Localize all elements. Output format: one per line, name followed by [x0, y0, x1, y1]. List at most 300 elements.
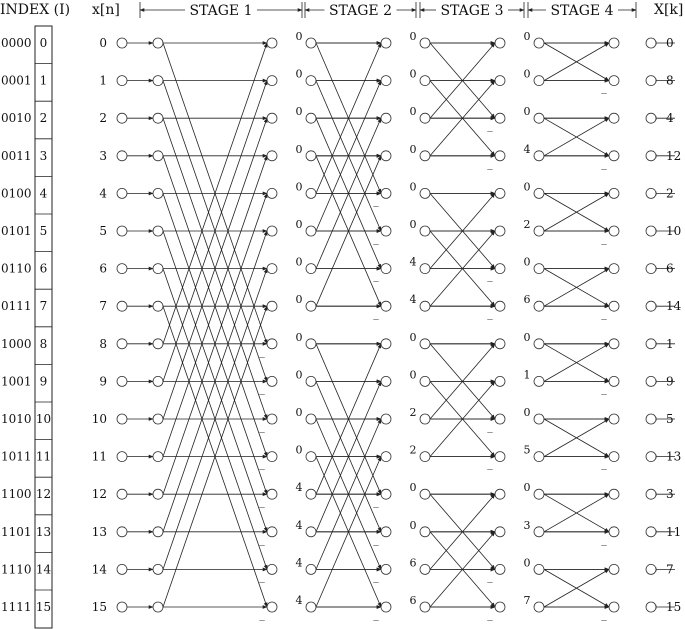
signal-node [267, 301, 277, 311]
twiddle-exponent: 0 [295, 218, 303, 231]
signal-node [153, 527, 163, 537]
signal-node [153, 226, 163, 236]
negation-mark: _ [373, 495, 379, 509]
binary-index: 1100 [1, 487, 32, 502]
signal-node [609, 188, 619, 198]
signal-node [381, 452, 391, 462]
signal-node [495, 452, 505, 462]
binary-index: 1101 [1, 524, 32, 539]
twiddle-exponent: 5 [523, 443, 531, 457]
input-sample-label: 11 [91, 449, 107, 464]
signal-node [609, 226, 619, 236]
signal-node [267, 376, 277, 386]
binary-index: 0011 [1, 148, 32, 163]
signal-node [609, 76, 619, 86]
twiddle-exponent: 7 [523, 594, 531, 607]
negation-mark: _ [487, 457, 493, 471]
signal-node [306, 76, 316, 86]
signal-node [381, 339, 391, 349]
signal-node [153, 38, 163, 48]
signal-node [267, 76, 277, 86]
negation-mark: _ [373, 232, 379, 245]
signal-node [117, 489, 127, 499]
input-sample-label: 0 [99, 36, 107, 50]
input-sample-label: 12 [91, 487, 107, 502]
negation-mark: _ [601, 532, 607, 546]
output-bin-label: 14 [666, 299, 682, 314]
signal-node [381, 264, 391, 274]
twiddle-exponent: 0 [523, 255, 531, 269]
signal-node [306, 301, 316, 311]
signal-node [306, 602, 316, 612]
output-bin-label: 10 [666, 224, 682, 238]
signal-node [306, 188, 316, 198]
input-sample-label: 3 [99, 148, 107, 163]
signal-node [267, 602, 277, 612]
signal-node [420, 301, 430, 311]
negation-mark: _ [601, 457, 607, 471]
signal-node [420, 76, 430, 86]
signal-node [646, 414, 656, 424]
binary-index: 0000 [1, 36, 32, 50]
signal-node [534, 264, 544, 274]
output-bin-label: 12 [666, 148, 682, 163]
twiddle-exponent: 4 [295, 518, 303, 532]
signal-node [267, 188, 277, 198]
twiddle-exponent: 2 [409, 406, 417, 419]
signal-node [153, 188, 163, 198]
signal-node [306, 226, 316, 236]
signal-node [534, 226, 544, 236]
signal-node [646, 564, 656, 574]
signal-node [420, 414, 430, 424]
output-bin-label: 2 [666, 186, 674, 201]
decimal-index: 8 [39, 336, 48, 351]
signal-node [117, 527, 127, 537]
negation-mark: _ [601, 608, 607, 621]
twiddle-exponent: 0 [409, 368, 417, 382]
negation-mark: _ [601, 382, 607, 396]
signal-node [646, 264, 656, 274]
twiddle-exponent: 4 [409, 293, 417, 307]
signal-node [117, 226, 127, 236]
twiddle-exponent: 0 [409, 180, 417, 194]
signal-node [609, 151, 619, 161]
signal-node [117, 188, 127, 198]
negation-mark: _ [601, 156, 607, 170]
signal-node [267, 452, 277, 462]
binary-index: 0111 [1, 299, 32, 314]
signal-node [117, 76, 127, 86]
twiddle-exponent: 0 [295, 255, 303, 269]
signal-node [609, 264, 619, 274]
twiddle-exponent: 6 [409, 556, 417, 570]
signal-node [534, 376, 544, 386]
signal-node [495, 301, 505, 311]
twiddle-exponent: 0 [409, 142, 417, 156]
signal-node [534, 151, 544, 161]
binary-index: 1110 [1, 562, 32, 577]
signal-node [646, 188, 656, 198]
output-bin-label: 11 [666, 524, 682, 539]
output-bin-label: 13 [666, 449, 682, 464]
signal-node [420, 527, 430, 537]
signal-node [646, 602, 656, 612]
input-sample-label: 5 [99, 224, 107, 238]
twiddle-exponent: 4 [523, 142, 531, 156]
twiddle-exponent: 4 [295, 556, 303, 570]
twiddle-exponent: 0 [409, 218, 417, 231]
negation-mark: _ [487, 269, 493, 283]
twiddle-exponent: 0 [523, 30, 531, 43]
signal-node [381, 301, 391, 311]
input-sample-label: 13 [91, 524, 107, 539]
signal-node [609, 489, 619, 499]
twiddle-exponent: 6 [409, 594, 417, 607]
twiddle-exponent: 0 [295, 293, 303, 307]
signal-node [534, 188, 544, 198]
signal-node [267, 414, 277, 424]
twiddle-exponent: 0 [295, 443, 303, 457]
signal-node [609, 339, 619, 349]
negation-mark: _ [487, 420, 493, 433]
signal-node [306, 38, 316, 48]
twiddle-exponent: 1 [523, 368, 531, 382]
signal-node [306, 452, 316, 462]
signal-node [646, 226, 656, 236]
decimal-index: 6 [39, 261, 48, 276]
output-bin-label: 1 [666, 336, 674, 351]
output-column-header: X[k] [654, 2, 684, 18]
binary-index: 1111 [1, 600, 32, 614]
signal-node [267, 527, 277, 537]
twiddle-exponent: 0 [409, 481, 417, 495]
twiddle-exponent: 0 [295, 67, 303, 81]
signal-node [117, 113, 127, 123]
output-bin-label: 0 [666, 36, 674, 50]
output-bin-label: 8 [666, 73, 674, 88]
signal-node [306, 489, 316, 499]
decimal-index: 4 [39, 186, 48, 201]
stage-header-1: STAGE 1 [189, 3, 253, 19]
signal-node [306, 414, 316, 424]
signal-node [534, 602, 544, 612]
twiddle-exponent: 6 [523, 293, 531, 307]
signal-node [646, 339, 656, 349]
negation-mark: _ [373, 570, 379, 584]
negation-mark: _ [373, 532, 379, 546]
twiddle-exponent: 0 [523, 406, 531, 419]
negation-mark: _ [373, 269, 379, 283]
signal-node [420, 452, 430, 462]
negation-mark: _ [373, 608, 379, 621]
signal-node [495, 226, 505, 236]
output-bin-label: 3 [666, 487, 674, 502]
output-bin-label: 5 [666, 412, 674, 426]
signal-node [381, 489, 391, 499]
signal-node [381, 151, 391, 161]
signal-node [646, 113, 656, 123]
negation-mark: _ [487, 608, 493, 621]
binary-index: 0010 [1, 111, 32, 126]
signal-node [609, 113, 619, 123]
signal-node [609, 414, 619, 424]
negation-mark: _ [601, 81, 607, 95]
twiddle-exponent: 0 [409, 30, 417, 43]
decimal-index: 11 [35, 449, 52, 464]
twiddle-exponent: 0 [523, 330, 531, 344]
signal-node [646, 301, 656, 311]
negation-mark: _ [487, 307, 493, 321]
signal-node [117, 376, 127, 386]
signal-node [267, 489, 277, 499]
index-table [0, 2, 70, 628]
twiddle-exponent: 4 [295, 594, 303, 607]
signal-node [153, 301, 163, 311]
signal-node [153, 76, 163, 86]
signal-node [534, 76, 544, 86]
signal-node [267, 339, 277, 349]
signal-node [646, 376, 656, 386]
negation-mark: _ [259, 344, 265, 358]
binary-index: 1000 [1, 336, 32, 351]
decimal-index: 7 [39, 299, 48, 314]
output-bin-label: 6 [666, 261, 674, 276]
signal-node [153, 376, 163, 386]
signal-node [267, 564, 277, 574]
signal-node [381, 414, 391, 424]
output-bin-label: 7 [666, 562, 674, 577]
binary-index: 0001 [1, 73, 32, 88]
input-sample-label: 14 [91, 562, 107, 577]
decimal-index: 12 [35, 487, 52, 502]
negation-mark: _ [487, 570, 493, 584]
signal-node [534, 301, 544, 311]
signal-node [267, 226, 277, 236]
signal-node [117, 602, 127, 612]
binary-index: 0100 [1, 186, 32, 201]
negation-mark: _ [373, 307, 379, 321]
signal-node [420, 188, 430, 198]
index-column-header: INDEX (I) [0, 2, 71, 18]
signal-node [495, 113, 505, 123]
stage-header-4: STAGE 4 [550, 3, 614, 19]
signal-node [420, 226, 430, 236]
signal-node [153, 564, 163, 574]
signal-node [117, 38, 127, 48]
twiddle-exponent: 0 [295, 180, 303, 194]
signal-node [646, 38, 656, 48]
signal-node [495, 339, 505, 349]
decimal-index: 3 [39, 148, 48, 163]
twiddle-exponent: 2 [409, 443, 417, 457]
decimal-index: 15 [35, 600, 52, 614]
signal-node [534, 527, 544, 537]
negation-mark: _ [259, 495, 265, 509]
signal-node [306, 564, 316, 574]
signal-node [495, 264, 505, 274]
signal-node [646, 452, 656, 462]
signal-node [306, 113, 316, 123]
signal-node [267, 151, 277, 161]
binary-index: 1010 [1, 412, 32, 426]
signal-node [534, 564, 544, 574]
signal-node [495, 489, 505, 499]
negation-mark: _ [259, 608, 265, 621]
signal-node [306, 376, 316, 386]
signal-node [381, 38, 391, 48]
negation-mark: _ [373, 194, 379, 208]
twiddle-exponent: 0 [295, 30, 303, 43]
twiddle-exponent: 0 [409, 518, 417, 532]
signal-node [117, 264, 127, 274]
signal-node [495, 376, 505, 386]
input-sample-label: 10 [91, 412, 107, 426]
signal-node [609, 38, 619, 48]
signal-node [609, 527, 619, 537]
signal-node [534, 452, 544, 462]
input-sample-label: 2 [99, 111, 107, 126]
negation-mark: _ [259, 420, 265, 433]
binary-index: 0101 [1, 224, 32, 238]
signal-node [609, 376, 619, 386]
signal-node [534, 38, 544, 48]
signal-node [381, 188, 391, 198]
stage-header-2: STAGE 2 [328, 3, 393, 19]
signal-node [646, 527, 656, 537]
input-sample-label: 8 [99, 336, 107, 351]
negation-mark: _ [259, 532, 265, 546]
signal-node [153, 113, 163, 123]
signal-node [495, 188, 505, 198]
signal-node [153, 489, 163, 499]
signal-node [609, 452, 619, 462]
signal-node [153, 602, 163, 612]
signal-nodes [117, 38, 656, 612]
signal-node [153, 452, 163, 462]
signal-node [609, 602, 619, 612]
signal-node [117, 564, 127, 574]
decimal-index: 10 [35, 412, 52, 426]
signal-node [267, 113, 277, 123]
negation-mark: _ [259, 570, 265, 584]
signal-node [646, 489, 656, 499]
decimal-index: 9 [39, 374, 48, 389]
twiddle-exponent: 0 [409, 330, 417, 344]
signal-node [153, 151, 163, 161]
twiddle-exponent: 0 [409, 105, 417, 119]
signal-node [534, 489, 544, 499]
decimal-index: 0 [39, 36, 48, 50]
twiddle-exponent: 0 [523, 556, 531, 570]
signal-node [267, 264, 277, 274]
input-sample-label: 15 [91, 600, 107, 614]
stage-header-3: STAGE 3 [440, 3, 504, 19]
input-sample-label: 9 [99, 374, 107, 389]
signal-node [609, 301, 619, 311]
signal-node [420, 602, 430, 612]
signal-node [381, 564, 391, 574]
signal-node [117, 414, 127, 424]
input-column-header: x[n] [92, 2, 120, 18]
decimal-index: 1 [39, 73, 48, 88]
signal-node [117, 151, 127, 161]
signal-node [420, 113, 430, 123]
binary-index: 1011 [1, 449, 32, 464]
input-sample-label: 4 [99, 186, 107, 201]
twiddle-exponent: 4 [409, 255, 417, 269]
signal-node [534, 414, 544, 424]
signal-node [495, 564, 505, 574]
twiddle-exponent: 0 [523, 105, 531, 119]
negation-mark: _ [487, 156, 493, 170]
twiddle-exponent: 0 [409, 67, 417, 81]
negation-mark: _ [259, 382, 265, 396]
signal-node [495, 602, 505, 612]
signal-node [495, 38, 505, 48]
signal-node [381, 113, 391, 123]
twiddle-exponent: 0 [523, 481, 531, 495]
signal-node [381, 376, 391, 386]
twiddle-exponent: 4 [295, 481, 303, 495]
decimal-index: 2 [39, 111, 48, 126]
signal-node [117, 452, 127, 462]
output-bin-label: 9 [666, 374, 674, 389]
signal-node [609, 564, 619, 574]
twiddle-exponent: 0 [523, 180, 531, 194]
signal-node [495, 414, 505, 424]
negation-mark: _ [601, 307, 607, 321]
signal-node [381, 527, 391, 537]
input-sample-label: 6 [99, 261, 107, 276]
signal-node [420, 38, 430, 48]
twiddle-exponent: 2 [523, 218, 531, 231]
decimal-index: 14 [35, 562, 52, 577]
decimal-index: 5 [39, 224, 48, 238]
input-sample-label: 1 [99, 73, 107, 88]
signal-node [420, 564, 430, 574]
twiddle-exponent: 0 [295, 406, 303, 419]
signal-node [381, 76, 391, 86]
signal-node [153, 339, 163, 349]
signal-node [646, 151, 656, 161]
output-bin-label: 15 [666, 600, 682, 614]
negation-mark: _ [259, 457, 265, 471]
signal-node [495, 76, 505, 86]
signal-node [646, 76, 656, 86]
signal-node [306, 151, 316, 161]
decimal-index: 13 [35, 524, 52, 539]
signal-node [495, 151, 505, 161]
signal-node [420, 264, 430, 274]
twiddle-exponent: 3 [523, 518, 531, 532]
signal-node [495, 527, 505, 537]
output-bin-label: 4 [666, 111, 674, 126]
signal-node [420, 151, 430, 161]
signal-node [420, 489, 430, 499]
negation-mark: _ [601, 232, 607, 245]
signal-node [306, 264, 316, 274]
signal-node [381, 602, 391, 612]
twiddle-exponent: 0 [295, 330, 303, 344]
signal-node [153, 414, 163, 424]
signal-node [534, 113, 544, 123]
signal-node [381, 226, 391, 236]
signal-node [534, 339, 544, 349]
butterfly-wires [127, 43, 675, 607]
twiddle-exponent: 0 [295, 368, 303, 382]
binary-index: 0110 [1, 261, 32, 276]
